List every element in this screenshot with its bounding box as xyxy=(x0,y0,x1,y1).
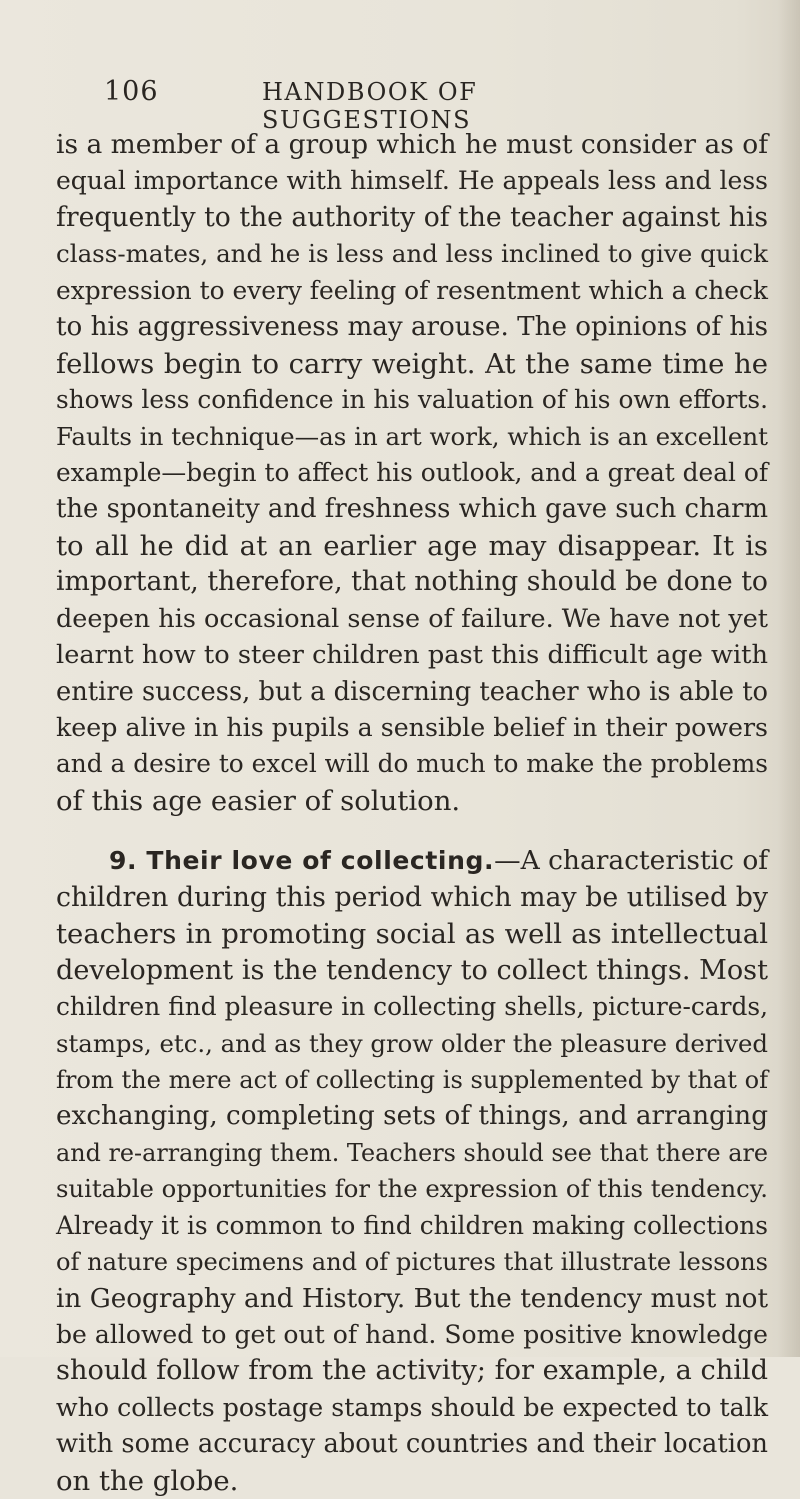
text-line: expression to every feeling of resentment which a check xyxy=(56,275,768,305)
page-header xyxy=(104,76,664,134)
text-line: of this age easier of solution. xyxy=(56,784,461,817)
text-line: equal importance with himself. He appeals less and less xyxy=(56,166,768,196)
text-line: with some accuracy about countries and their location xyxy=(56,1429,768,1460)
text-line: stamps, etc., and as they grow older the pleasure derived xyxy=(56,1028,768,1058)
text-line: keep alive in his pupils a sensible belief in their powers xyxy=(56,713,768,742)
text-line: and re-arranging them. Teachers should see that there are xyxy=(56,1138,768,1167)
paragraph-2 xyxy=(56,843,768,1499)
text-line: frequently to the authority of the teacher against his xyxy=(56,201,768,233)
text-line: on the globe. xyxy=(56,1464,239,1497)
paragraph-gap xyxy=(56,819,768,843)
page-number: 106 xyxy=(104,76,159,107)
text-line: development is the tendency to collect things. Most xyxy=(56,954,768,986)
text-line: deepen his occasional sense of failure. We have not yet xyxy=(56,603,768,634)
text-line: exchanging, completing sets of things, and arranging xyxy=(56,1101,768,1132)
text-line: who collects postage stamps should be expected to talk xyxy=(56,1392,768,1422)
text-line: important, therefore, that nothing should be done to xyxy=(56,566,768,598)
paragraph-1 xyxy=(56,127,768,819)
text-line: learnt how to steer children past this difficult age with xyxy=(56,640,768,671)
text-line: to his aggressiveness may arouse. The opinions of his xyxy=(56,312,768,343)
section-heading-line xyxy=(56,843,768,879)
text-line: in Geography and History. But the tendency must not xyxy=(56,1283,768,1314)
text-line: teachers in promoting social as well as intellectual xyxy=(56,918,768,951)
text-line: class-mates, and he is less and less inclined to give quick xyxy=(56,239,768,269)
text-line: the spontaneity and freshness which gave such charm xyxy=(56,494,768,525)
text-line: entire success, but a discerning teacher who is able to xyxy=(56,676,768,707)
text-line: fellows begin to carry weight. At the same time he xyxy=(56,347,768,380)
page-edge-shadow xyxy=(778,0,800,1357)
text-line: is a member of a group which he must consider as of xyxy=(56,129,768,160)
text-line: suitable opportunities for the expression of this tendency. xyxy=(56,1174,768,1204)
text-line: Faults in technique—as in art work, which is an excellent xyxy=(56,421,768,451)
text-line: to all he did at an earlier age may disappear. It is xyxy=(56,529,768,562)
body-text xyxy=(56,127,768,1499)
text-line: shows less confidence in his valuation of his own efforts. xyxy=(56,385,768,415)
running-head: HANDBOOK OF SUGGESTIONS xyxy=(262,78,478,134)
text-line: children during this period which may be utilised by xyxy=(56,881,768,913)
text-line: Already it is common to find children making collections xyxy=(56,1210,768,1240)
section-heading: 9. Their love of collecting. xyxy=(109,846,495,876)
heading-line-rest: —A characteristic of xyxy=(494,845,769,877)
text-line: children find pleasure in collecting shells, picture-cards, xyxy=(56,992,768,1022)
text-line: of nature specimens and of pictures that illustrate lessons xyxy=(56,1248,768,1277)
text-line: should follow from the activity; for example, a child xyxy=(56,1355,768,1387)
text-line: and a desire to excel will do much to make the problems xyxy=(56,749,768,779)
text-line: example—begin to affect his outlook, and a great deal of xyxy=(56,457,768,487)
text-line: from the mere act of collecting is supplemented by that of xyxy=(56,1065,768,1094)
text-line: be allowed to get out of hand. Some positive knowledge xyxy=(56,1320,768,1349)
